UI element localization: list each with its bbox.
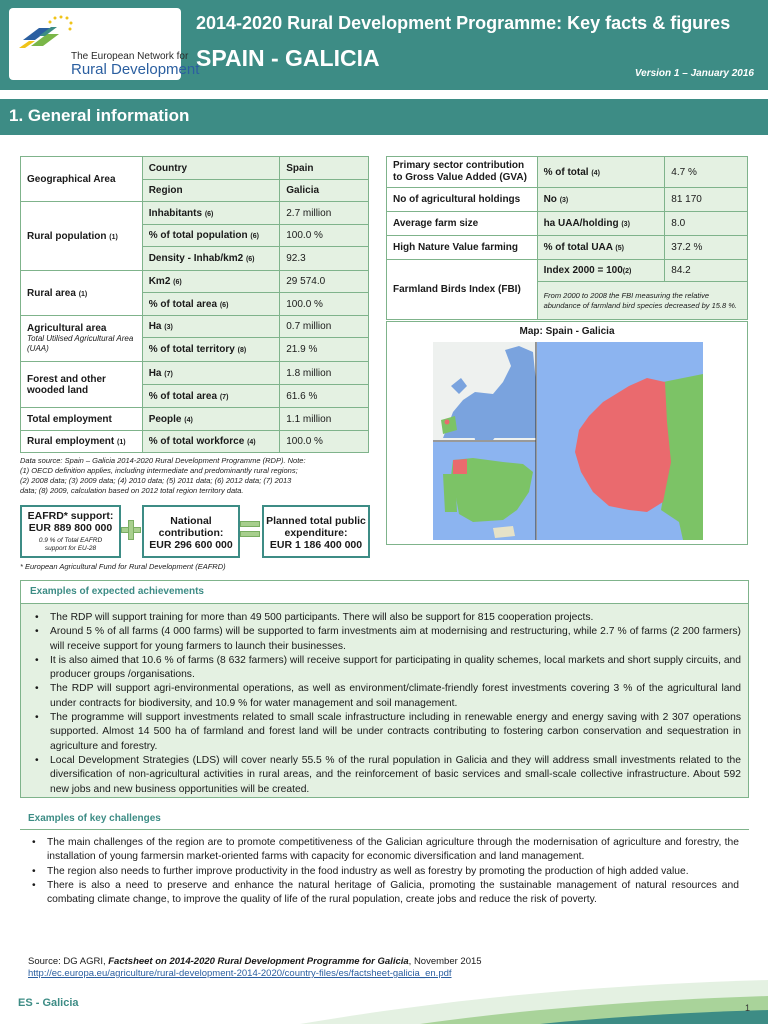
gva-label: Primary sector contribution to Gross Value Added (GVA) [387, 157, 538, 188]
country-label: Country [142, 157, 280, 180]
challenges-title: Examples of key challenges [28, 813, 161, 824]
farm-size-value: 8.0 [665, 212, 748, 236]
document-subtitle: SPAIN - GALICIA [196, 45, 380, 71]
pct-area-label: % of total area (6) [142, 293, 280, 316]
inhabitants-label: Inhabitants (6) [142, 202, 280, 225]
total-value: EUR 1 186 400 000 [269, 539, 363, 551]
gva-value: 4.7 % [665, 157, 748, 188]
achievement-item: • The programme will support investments related to small scale infrastructure including in renewable energy and energy saving with 2 307 operations supported. Almost 14 500 ha of farmland and forest land will be under contracts contributing to fostering carbon conservation and sequestration in agriculture and forestry. [31, 711, 741, 754]
rural-population-label: Rural population (1) [21, 202, 143, 271]
galicia-map [433, 342, 703, 540]
forest-pct-label: % of total area (7) [142, 385, 280, 408]
national-label: National [170, 515, 212, 527]
enrd-logo-icon [17, 14, 73, 50]
total-label-2: expenditure: [284, 527, 348, 539]
section-title: 1. General information [9, 106, 190, 125]
pct-territory-value: 21.9 % [280, 338, 369, 362]
header [0, 0, 768, 90]
agri-ha-label: Ha (3) [142, 316, 280, 338]
pct-population-label: % of total population (6) [142, 225, 280, 247]
equals-icon [240, 518, 260, 540]
challenges-list [28, 836, 739, 907]
national-contribution-box [142, 505, 240, 558]
achievement-item: • The RDP will support training for more than 49 500 participants. There will also be support for 815 cooperation projects. [31, 611, 741, 625]
workforce-value: 100.0 % [280, 431, 369, 453]
achievement-item: • Around 5 % of all farms (4 000 farms) will be supported to farm investments aim at modernising and restructuring, while 2.7 % of farms (2 200 farmers) will receive support for young farmers to launch their businesses. [31, 625, 741, 654]
density-value: 92.3 [280, 247, 369, 271]
plus-icon [121, 520, 141, 540]
national-label-2: contribution: [158, 527, 224, 539]
agri-ha-value: 0.7 million [280, 316, 369, 338]
eafrd-note: 0.9 % of Total EAFRD support for EU-28 [38, 537, 103, 552]
forest-label: Forest and other wooded land [21, 362, 143, 408]
km2-label: Km2 (6) [142, 271, 280, 293]
galicia-region-inset [453, 459, 467, 474]
hnv-sub-label: % of total UAA (5) [537, 236, 665, 260]
uaa-description: Total Utilised Agricultural Area (UAA) [27, 334, 134, 353]
challenge-item: • The main challenges of the region are to promote competitiveness of the Galician agriculture through the modernisation of agriculture and forestry, the installation of young farmersin market-oriented farms with capacity for economic diversification and land management. [28, 836, 739, 865]
forest-ha-label: Ha (7) [142, 362, 280, 385]
total-expenditure-box [262, 505, 370, 558]
footer-region-label: ES - Galicia [18, 997, 79, 1009]
fbi-label: Farmland Birds Index (FBI) [387, 260, 538, 320]
region-value: Galicia [280, 180, 369, 202]
achievements-title: Examples of expected achievements [30, 586, 204, 597]
hnv-value: 37.2 % [665, 236, 748, 260]
eafrd-support-box [20, 505, 121, 558]
farm-size-sub-label: ha UAA/holding (3) [537, 212, 665, 236]
workforce-label: % of total workforce (4) [142, 431, 280, 453]
map-title: Map: Spain - Galicia [519, 326, 615, 337]
rural-employment-label: Rural employment (1) [21, 431, 143, 453]
document-title: 2014-2020 Rural Development Programme: Key facts & figures [196, 13, 731, 33]
country-value: Spain [280, 157, 369, 180]
holdings-label: No of agricultural holdings [387, 188, 538, 212]
national-value: EUR 296 600 000 [149, 539, 233, 551]
fbi-description: From 2000 to 2008 the FBI measuring the relative abundance of farmland bird species decreased by 15.8 %. [537, 282, 747, 320]
eafrd-label: EAFRD* support: [27, 510, 114, 522]
map-panel [386, 321, 748, 545]
region-label: Region [142, 180, 280, 202]
eafrd-value: EUR 889 800 000 [28, 522, 113, 534]
holdings-value: 81 170 [665, 188, 748, 212]
section-heading-bar [0, 99, 768, 135]
forest-ha-value: 1.8 million [280, 362, 369, 385]
hnv-label: High Nature Value farming [387, 236, 538, 260]
page-number: 1 [744, 1003, 750, 1013]
people-label: People (4) [142, 408, 280, 431]
achievements-list [31, 611, 741, 797]
achievements-panel [20, 580, 749, 798]
achievement-item: • The RDP will support agri-environmental operations, as well as environment/climate-friendly forest investments covering 3 % of the agricultural land under contracts for biodiversity, and 10.9 % for water management and soil management. [31, 682, 741, 711]
fbi-sub-label: Index 2000 = 100(2) [537, 260, 665, 282]
density-label: Density - Inhab/km2 (6) [142, 247, 280, 271]
logo-text-top: The European Network for [71, 51, 189, 62]
total-label: Planned total public [266, 515, 366, 527]
pct-territory-label: % of total territory (8) [142, 338, 280, 362]
achievement-item: • Local Development Strategies (LDS) will cover nearly 55.5 % of the rural population in Galicia and they will address small investments related to the diversification of non-agricultural activities in rural areas, and the reinforcement of basic services and small-scale collective infrastructure. About 592 new jobs and new business opportunities will be created. [31, 754, 741, 797]
challenge-item: • The region also needs to further improve productivity in the food industry as well as forestry by promoting the production of high added value. [28, 865, 739, 879]
key-indicators-table [386, 156, 748, 320]
challenge-item: • There is also a need to preserve and enhance the natural heritage of Galicia, promoting the sustainable management of natural resources and combating climate change, to improve the quality of life of the rural population, create jobs and reduce the risk of poverty. [28, 879, 739, 908]
logo-text-bottom: Rural Development [71, 61, 200, 78]
geo-area-label: Geographical Area [21, 157, 143, 202]
source-citation: Source: DG AGRI, Factsheet on 2014-2020 Rural Development Programme for Galicia, November 2015 http://ec.europa.eu/agriculture/rural-development-2014-2020/country-files/es/factsheet-galicia_en.pdf [28, 956, 482, 979]
rural-area-label: Rural area (1) [21, 271, 143, 316]
agricultural-area-label: Agricultural area Total Utilised Agricultural Area (UAA) [21, 316, 143, 362]
data-source-notes: Data source: Spain – Galicia 2014-2020 Rural Development Programme (RDP). Note: (1) OECD definition applies, including intermediate and predominantly rural regions; (2) 2008 data; (3) 2009 data; (4) 2010 data; (5) 2011 data; (6) 2012 data; (7) 2013 data; (8) 2009, calculation based on 2012 total region territory data. [20, 456, 306, 495]
total-employment-label: Total employment [21, 408, 143, 431]
people-value: 1.1 million [280, 408, 369, 431]
pct-population-value: 100.0 % [280, 225, 369, 247]
gva-sub-label: % of total (4) [537, 157, 665, 188]
achievement-item: • It is also aimed that 10.6 % of farms (8 632 farmers) will receive support for participating in quality schemes, local markets and short supply circuits, and producer groups /organisations. [31, 654, 741, 683]
general-info-table [20, 156, 369, 453]
pct-area-value: 100.0 % [280, 293, 369, 316]
inhabitants-value: 2.7 million [280, 202, 369, 225]
farm-size-label: Average farm size [387, 212, 538, 236]
eafrd-footnote: * European Agricultural Fund for Rural Development (EAFRD) [20, 562, 226, 571]
version-label: Version 1 – January 2016 [634, 68, 754, 79]
enrd-logo[interactable] [9, 8, 200, 80]
holdings-sub-label: No (3) [537, 188, 665, 212]
fbi-value: 84.2 [665, 260, 748, 282]
challenges-divider [20, 829, 749, 830]
km2-value: 29 574.0 [280, 271, 369, 293]
forest-pct-value: 61.6 % [280, 385, 369, 408]
galicia-marker-europe [445, 420, 450, 425]
source-link[interactable]: http://ec.europa.eu/agriculture/rural-development-2014-2020/country-files/es/factsheet-galicia_en.pdf [28, 968, 452, 979]
